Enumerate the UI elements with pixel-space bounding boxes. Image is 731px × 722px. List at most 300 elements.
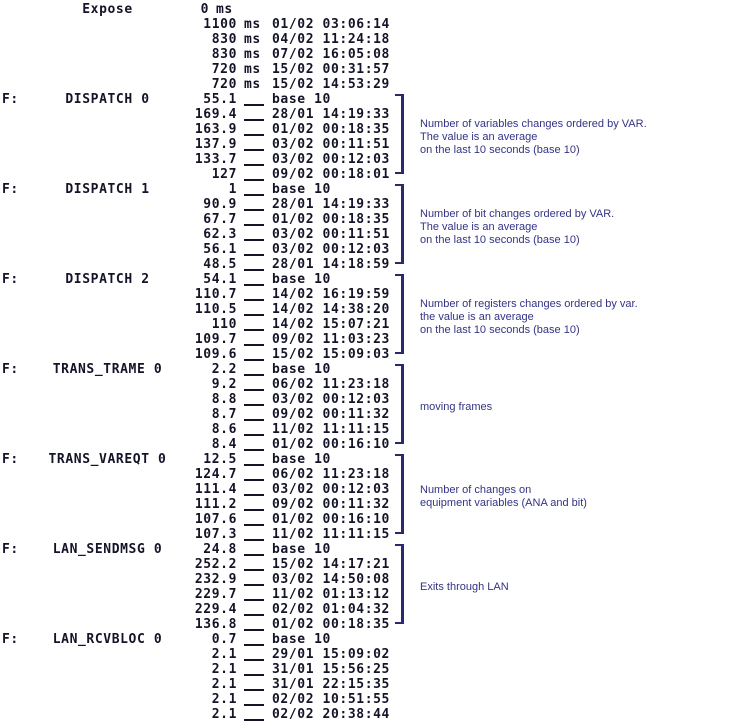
row-timestamp: 09/02 00:11:32 <box>272 497 390 512</box>
row-separator-cell <box>237 152 272 167</box>
row-value: 137.9 <box>194 137 237 152</box>
row-separator-cell <box>237 62 272 77</box>
row-timestamp: 09/02 00:11:32 <box>272 407 390 422</box>
annotation-line: equipment variables (ANA and bit) <box>420 497 587 509</box>
row-timestamp: 15/02 14:53:29 <box>272 77 390 92</box>
section-name: DISPATCH 0 <box>65 92 150 107</box>
separator-line <box>244 539 264 541</box>
section-annotation <box>420 362 720 452</box>
separator-line <box>244 254 264 256</box>
annotation-line: Number of changes on <box>420 484 532 496</box>
row-value: 111.4 <box>194 482 237 497</box>
section-prefix-label <box>0 707 30 722</box>
section-name <box>30 482 185 497</box>
separator-line <box>244 344 264 346</box>
row-separator-cell <box>237 332 272 347</box>
section-prefix-label <box>0 692 30 707</box>
row-timestamp: base 10 <box>272 632 331 647</box>
separator-line <box>244 644 264 646</box>
row-timestamp: base 10 <box>272 182 331 197</box>
row-value: 110.7 <box>194 287 237 302</box>
row-separator-cell <box>237 542 272 557</box>
row-timestamp: base 10 <box>272 542 331 557</box>
section-name <box>30 302 185 317</box>
row-separator-cell <box>237 602 272 617</box>
row-timestamp: 01/02 03:06:14 <box>272 17 390 32</box>
row-timestamp: 01/02 00:18:35 <box>272 212 390 227</box>
row-separator-cell <box>237 677 272 692</box>
separator-line <box>244 224 264 226</box>
row-timestamp: 01/02 00:18:35 <box>272 122 390 137</box>
row-timestamp: 11/02 11:11:15 <box>272 527 390 542</box>
section-name <box>30 227 185 242</box>
separator-line <box>244 479 264 481</box>
row-timestamp: 31/01 15:56:25 <box>272 662 390 677</box>
row-separator-cell <box>237 272 272 287</box>
row-value: 109.7 <box>194 332 237 347</box>
separator-line <box>244 404 264 406</box>
separator-line <box>244 134 264 136</box>
row-value: 12.5 <box>203 452 237 467</box>
separator-line <box>244 119 264 121</box>
section-name <box>30 122 185 137</box>
section-name <box>30 137 185 152</box>
section-prefix-label: F: <box>2 632 19 647</box>
section-name <box>30 317 185 332</box>
section-prefix-label <box>0 497 30 512</box>
annotation-line: Number of bit changes ordered by VAR. <box>420 207 615 220</box>
row-separator-cell <box>237 512 272 527</box>
row-value: 830 <box>211 32 237 47</box>
annotation-line: on the last 10 seconds (base 10) <box>420 143 580 156</box>
row-timestamp: 29/01 15:09:02 <box>272 647 390 662</box>
row-timestamp: 14/02 15:07:21 <box>272 317 390 332</box>
section-name <box>30 407 185 422</box>
row-timestamp: 11/02 11:11:15 <box>272 422 390 437</box>
data-row <box>0 647 731 662</box>
row-separator-cell <box>237 632 272 647</box>
row-value: 1100 <box>203 17 237 32</box>
section-name <box>30 32 185 47</box>
section-prefix-label <box>0 527 30 542</box>
row-separator-cell <box>237 692 272 707</box>
row-value: 110.5 <box>194 302 237 317</box>
row-separator-cell <box>237 617 272 632</box>
section-dispatch-0 <box>0 92 731 182</box>
data-row <box>0 32 731 47</box>
row-timestamp: 03/02 00:11:51 <box>272 227 390 242</box>
row-value: 830 <box>211 47 237 62</box>
separator-line <box>244 269 264 271</box>
annotation-line: on the last 10 seconds (base 10) <box>420 233 580 246</box>
section-prefix-label <box>0 662 30 677</box>
section-prefix-label <box>0 212 30 227</box>
separator-line <box>244 389 264 391</box>
section-prefix-label <box>0 602 30 617</box>
section-name <box>30 662 185 677</box>
row-separator-cell <box>237 242 272 257</box>
row-timestamp: base 10 <box>272 452 331 467</box>
row-separator-cell <box>237 377 272 392</box>
row-separator-cell <box>237 47 272 62</box>
row-timestamp: 15/02 15:09:03 <box>272 347 390 362</box>
data-row <box>0 677 731 692</box>
separator-line <box>244 374 264 376</box>
annotation-line: the value is an average <box>420 310 534 323</box>
row-timestamp: 04/02 11:24:18 <box>272 32 390 47</box>
row-separator-cell <box>237 302 272 317</box>
section-name <box>30 377 185 392</box>
row-timestamp: 03/02 14:50:08 <box>272 572 390 587</box>
section-prefix-label <box>0 32 30 47</box>
row-value: 2.2 <box>211 362 237 377</box>
row-timestamp: 28/01 14:19:33 <box>272 107 390 122</box>
separator-line <box>244 299 264 301</box>
section-name <box>30 242 185 257</box>
data-row <box>0 707 731 722</box>
separator-line <box>244 179 264 181</box>
row-value: 133.7 <box>194 152 237 167</box>
section-name <box>30 347 185 362</box>
row-timestamp <box>244 2 731 17</box>
section-name <box>30 557 185 572</box>
section-bracket <box>395 364 404 444</box>
section-annotation <box>420 272 720 362</box>
row-separator-cell <box>237 482 272 497</box>
section-name <box>30 62 185 77</box>
row-timestamp: 09/02 00:18:01 <box>272 167 390 182</box>
row-value: 124.7 <box>194 467 237 482</box>
row-timestamp: 14/02 16:19:59 <box>272 287 390 302</box>
section-name <box>30 497 185 512</box>
section-annotation <box>420 542 720 632</box>
section-name <box>30 692 185 707</box>
row-value: 720 <box>211 77 237 92</box>
row-timestamp: 03/02 00:12:03 <box>272 242 390 257</box>
row-value: 110 <box>211 317 237 332</box>
row-separator-cell <box>237 497 272 512</box>
section-prefix-label <box>0 152 30 167</box>
section-name: DISPATCH 1 <box>65 182 150 197</box>
row-separator-cell <box>237 122 272 137</box>
data-row <box>0 662 731 677</box>
annotation-line: on the last 10 seconds (base 10) <box>420 323 580 336</box>
row-value: 67.7 <box>203 212 237 227</box>
row-separator-cell <box>237 182 272 197</box>
row-value: 9.2 <box>211 377 237 392</box>
row-value: 8.7 <box>211 407 237 422</box>
row-value: 1 <box>228 182 237 197</box>
row-separator-cell <box>237 107 272 122</box>
row-separator-cell <box>237 317 272 332</box>
row-value: 232.9 <box>194 572 237 587</box>
section-name <box>30 467 185 482</box>
section-prefix-label <box>0 317 30 332</box>
section-prefix-label <box>0 422 30 437</box>
data-row <box>0 17 731 32</box>
section-prefix-label <box>0 302 30 317</box>
section-name <box>30 707 185 722</box>
separator-line <box>244 509 264 511</box>
row-value: 8.4 <box>211 437 237 452</box>
row-timestamp: 03/02 00:12:03 <box>272 152 390 167</box>
data-row <box>0 2 731 17</box>
section-prefix-label <box>0 482 30 497</box>
row-value: 107.6 <box>194 512 237 527</box>
separator-line <box>244 494 264 496</box>
row-value: 2.1 <box>211 677 237 692</box>
section-name <box>30 527 185 542</box>
row-separator-cell <box>237 707 272 722</box>
row-unit-label: ms <box>244 32 261 47</box>
row-timestamp: 06/02 11:23:18 <box>272 377 390 392</box>
row-separator-cell <box>237 437 272 452</box>
row-value: 54.1 <box>203 272 237 287</box>
section-prefix-label: F: <box>2 182 19 197</box>
row-value: 163.9 <box>194 122 237 137</box>
section-prefix-label: F: <box>2 542 19 557</box>
section-name: LAN_SENDMSG 0 <box>52 542 163 557</box>
section-bracket <box>395 94 404 174</box>
row-separator-cell <box>237 647 272 662</box>
section-prefix-label <box>0 47 30 62</box>
row-timestamp: 01/02 00:16:10 <box>272 512 390 527</box>
row-separator-cell <box>237 287 272 302</box>
row-unit-label: ms <box>244 47 261 62</box>
data-row <box>0 47 731 62</box>
section-name <box>30 47 185 62</box>
row-separator-cell <box>237 422 272 437</box>
row-timestamp: base 10 <box>272 362 331 377</box>
section-prefix-label <box>0 62 30 77</box>
row-timestamp: 15/02 14:17:21 <box>272 557 390 572</box>
row-unit-label: ms <box>244 17 261 32</box>
row-timestamp: 01/02 00:18:35 <box>272 617 390 632</box>
section-annotation <box>420 182 720 272</box>
section-prefix-label <box>0 407 30 422</box>
section-prefix-label <box>0 77 30 92</box>
section-prefix-label <box>0 2 30 17</box>
row-separator-cell <box>237 407 272 422</box>
row-separator-cell <box>237 227 272 242</box>
section-trans-vareqt-0 <box>0 452 731 542</box>
section-prefix-label <box>0 467 30 482</box>
section-name <box>30 197 185 212</box>
section-prefix-label: F: <box>2 272 19 287</box>
row-value: 720 <box>211 62 237 77</box>
separator-line <box>244 164 264 166</box>
row-separator-cell <box>237 137 272 152</box>
section-prefix-label <box>0 122 30 137</box>
separator-line <box>244 359 264 361</box>
separator-line <box>244 584 264 586</box>
section-prefix-label <box>0 332 30 347</box>
row-value: 111.2 <box>194 497 237 512</box>
row-timestamp: 31/01 22:15:35 <box>272 677 390 692</box>
data-row <box>0 692 731 707</box>
row-value: 8.8 <box>211 392 237 407</box>
row-separator-cell <box>237 92 272 107</box>
row-separator-cell <box>237 362 272 377</box>
section-name <box>30 647 185 662</box>
section-name <box>30 677 185 692</box>
section-prefix-label <box>0 107 30 122</box>
section-expose <box>0 2 731 92</box>
annotation-line: The value is an average <box>420 130 538 143</box>
separator-line <box>244 209 264 211</box>
row-separator-cell <box>237 167 272 182</box>
row-separator-cell <box>237 572 272 587</box>
section-dispatch-1 <box>0 182 731 272</box>
section-name <box>30 437 185 452</box>
section-prefix-label <box>0 647 30 662</box>
row-separator-cell <box>237 557 272 572</box>
row-value: 2.1 <box>211 647 237 662</box>
separator-line <box>244 419 264 421</box>
row-value: 136.8 <box>194 617 237 632</box>
section-prefix-label <box>0 572 30 587</box>
row-separator-cell <box>237 257 272 272</box>
row-separator-cell <box>237 212 272 227</box>
section-name <box>30 617 185 632</box>
data-row <box>0 77 731 92</box>
row-value: 0 <box>200 2 209 17</box>
row-timestamp: 07/02 16:05:08 <box>272 47 390 62</box>
row-timestamp: 03/02 00:11:51 <box>272 137 390 152</box>
row-separator-cell <box>237 452 272 467</box>
separator-line <box>244 104 264 106</box>
section-name <box>30 212 185 227</box>
section-prefix-label <box>0 287 30 302</box>
row-value: 252.2 <box>194 557 237 572</box>
data-row <box>0 62 731 77</box>
section-prefix-label <box>0 257 30 272</box>
section-name <box>30 107 185 122</box>
separator-line <box>244 449 264 451</box>
section-name <box>30 512 185 527</box>
section-lan-rcvbloc-0 <box>0 632 731 722</box>
section-name <box>30 587 185 602</box>
row-separator-cell <box>237 347 272 362</box>
section-prefix-label: F: <box>2 92 19 107</box>
row-value: 2.1 <box>211 692 237 707</box>
section-bracket <box>395 544 404 624</box>
row-value: 24.8 <box>203 542 237 557</box>
row-value: 127 <box>211 167 237 182</box>
section-name: Expose <box>82 2 133 17</box>
data-row <box>0 632 731 647</box>
separator-line <box>244 434 264 436</box>
section-name <box>30 422 185 437</box>
section-prefix-label <box>0 167 30 182</box>
separator-line <box>244 719 264 721</box>
section-name <box>30 152 185 167</box>
row-value: 55.1 <box>203 92 237 107</box>
section-annotation <box>420 452 720 542</box>
row-separator-cell <box>237 32 272 47</box>
row-separator-cell <box>237 587 272 602</box>
section-trans-trame-0 <box>0 362 731 452</box>
section-bracket <box>395 454 404 534</box>
section-name <box>30 392 185 407</box>
section-prefix-label <box>0 242 30 257</box>
section-prefix-label <box>0 227 30 242</box>
row-separator-cell <box>237 197 272 212</box>
row-separator-cell <box>237 77 272 92</box>
section-name: DISPATCH 2 <box>65 272 150 287</box>
section-name: LAN_RCVBLOC 0 <box>52 632 163 647</box>
row-timestamp: 01/02 00:16:10 <box>272 437 390 452</box>
row-timestamp: 11/02 01:13:12 <box>272 587 390 602</box>
separator-line <box>244 239 264 241</box>
row-timestamp: 03/02 00:12:03 <box>272 482 390 497</box>
section-name <box>30 167 185 182</box>
separator-line <box>244 689 264 691</box>
row-value: 90.9 <box>203 197 237 212</box>
row-value: 0.7 <box>211 632 237 647</box>
section-name <box>30 77 185 92</box>
row-separator-cell <box>237 467 272 482</box>
row-timestamp: 09/02 11:03:23 <box>272 332 390 347</box>
row-timestamp: 14/02 14:38:20 <box>272 302 390 317</box>
annotation-line: moving frames <box>420 400 493 413</box>
row-value: 62.3 <box>203 227 237 242</box>
section-prefix-label <box>0 617 30 632</box>
row-unit-label: ms <box>216 2 233 17</box>
row-timestamp: base 10 <box>272 272 331 287</box>
section-prefix-label <box>0 377 30 392</box>
separator-line <box>244 569 264 571</box>
section-prefix-label: F: <box>2 362 19 377</box>
row-value: 56.1 <box>203 242 237 257</box>
row-value: 229.4 <box>194 602 237 617</box>
section-prefix-label <box>0 347 30 362</box>
annotation-line: Exits through LAN <box>420 580 509 593</box>
section-prefix-label: F: <box>2 452 19 467</box>
row-timestamp: 02/02 01:04:32 <box>272 602 390 617</box>
row-separator-cell <box>237 392 272 407</box>
row-separator-cell <box>209 2 244 17</box>
section-name: TRANS_TRAME 0 <box>52 362 163 377</box>
separator-line <box>244 704 264 706</box>
row-timestamp: 06/02 11:23:18 <box>272 467 390 482</box>
row-value: 2.1 <box>211 707 237 722</box>
section-prefix-label <box>0 677 30 692</box>
row-timestamp: 02/02 20:38:44 <box>272 707 390 722</box>
section-bracket <box>395 184 404 264</box>
section-prefix-label <box>0 17 30 32</box>
section-name <box>30 17 185 32</box>
section-name <box>30 257 185 272</box>
separator-line <box>244 149 264 151</box>
section-bracket <box>395 274 404 354</box>
row-timestamp: 03/02 00:12:03 <box>272 392 390 407</box>
row-value: 2.1 <box>211 662 237 677</box>
section-prefix-label <box>0 392 30 407</box>
section-lan-sendmsg-0 <box>0 542 731 632</box>
section-annotation <box>420 92 720 182</box>
row-value: 169.4 <box>194 107 237 122</box>
section-prefix-label <box>0 137 30 152</box>
row-value: 107.3 <box>194 527 237 542</box>
separator-line <box>244 554 264 556</box>
section-prefix-label <box>0 437 30 452</box>
row-unit-label: ms <box>244 62 261 77</box>
separator-line <box>244 674 264 676</box>
separator-line <box>244 524 264 526</box>
separator-line <box>244 284 264 286</box>
section-name <box>30 332 185 347</box>
